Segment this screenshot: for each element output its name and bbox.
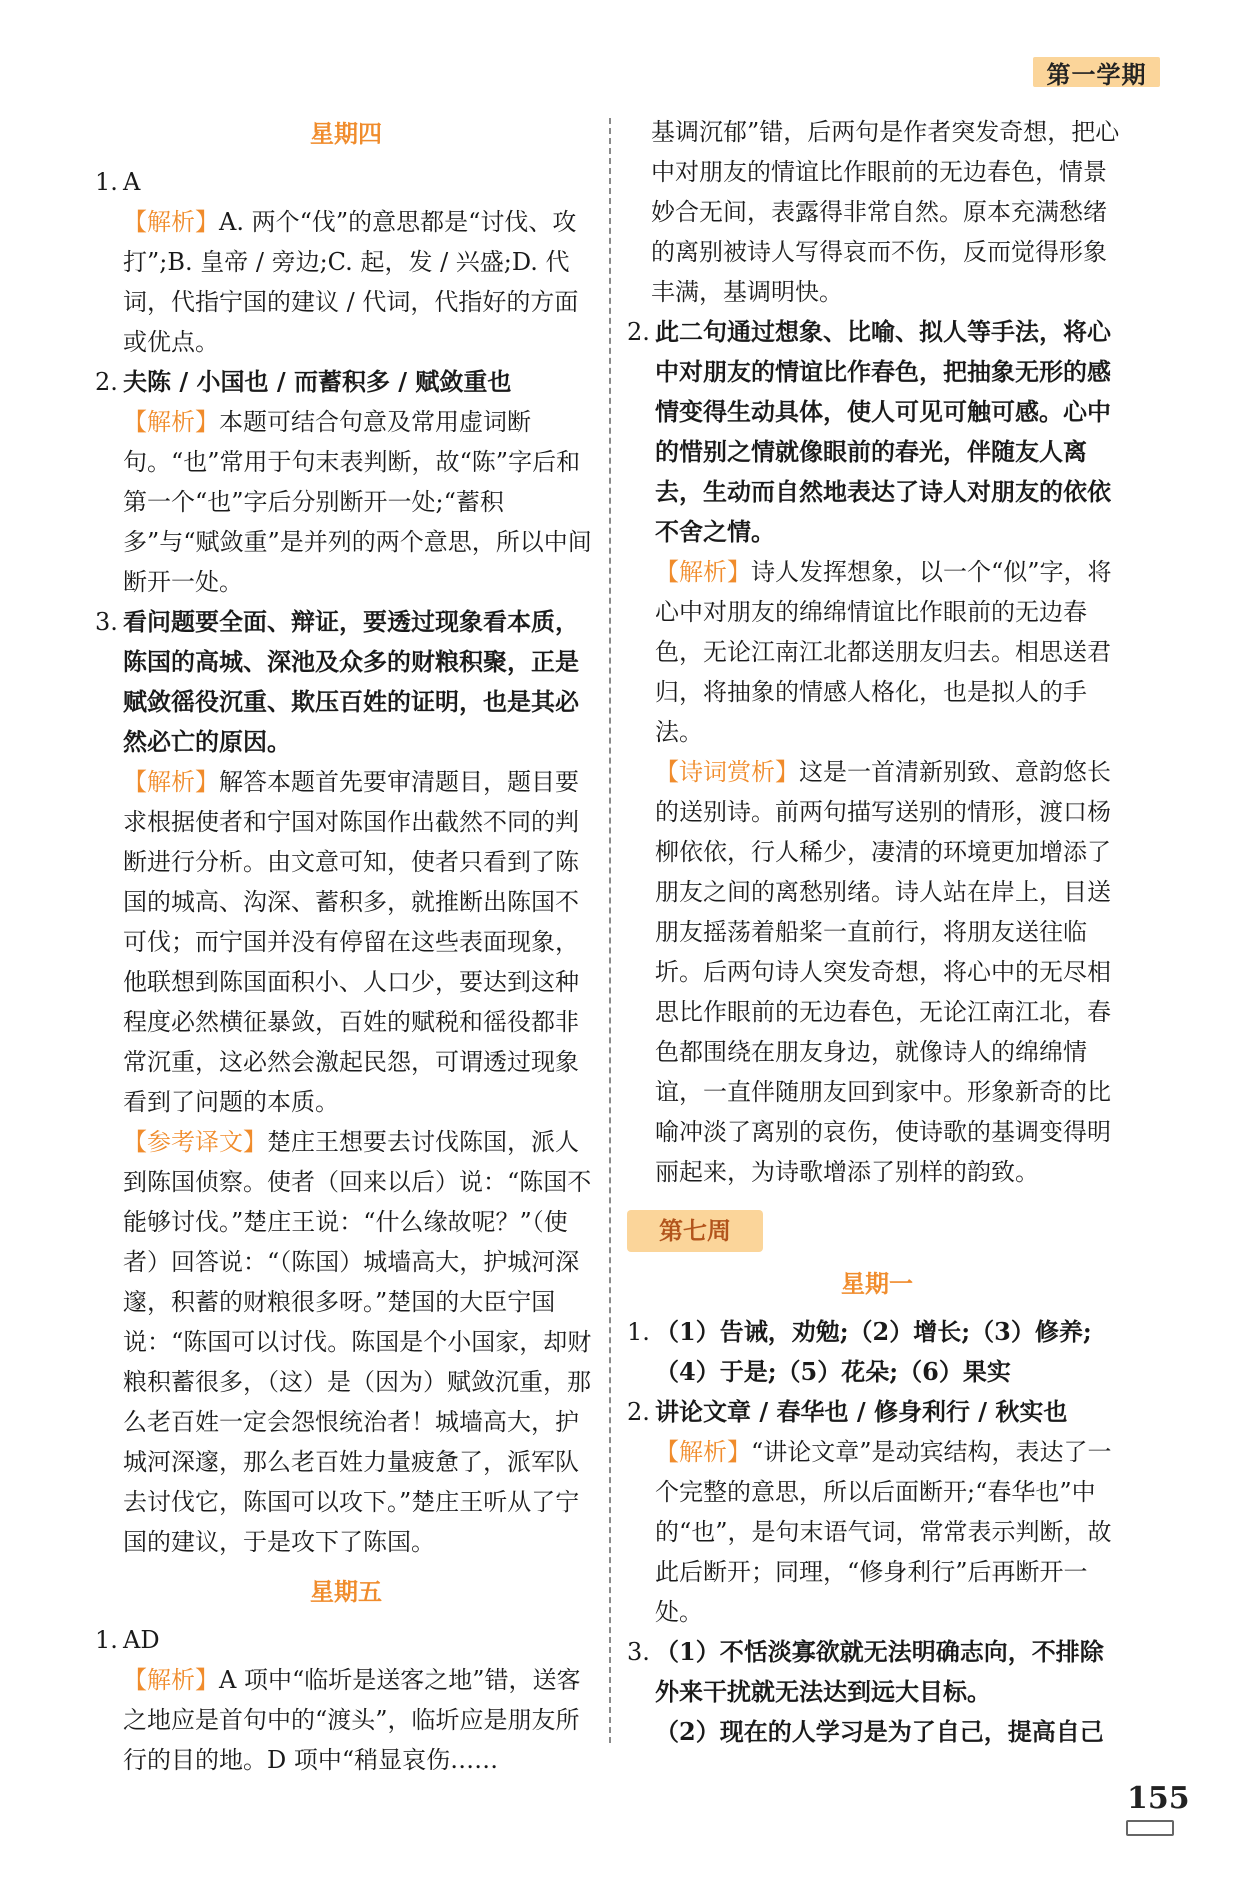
translation-tag: 【参考译文】 xyxy=(123,1128,267,1156)
analysis-tag: 【解析】 xyxy=(123,408,219,436)
poem-appreciation: 【诗词赏析】这是一首清新别致、意韵悠长的送别诗。前两句描写送别的情形，渡口杨柳依依，行人稀少，凄清的环境更加增添了朋友之间的离愁别绪。诗人站在岸上，目送朋友摇荡着船桨一直前行，将朋友送往临圻。后两句诗人突发奇想，将心中的无尽相思比作眼前的无边春色，无论江南江北，春色都围绕在朋友身边，就像诗人的绵绵情谊，一直伴随朋友回到家中。形象新奇的比喻冲淡了离别的哀伤，使诗歌的基调变得明丽起来，为诗歌增添了别样的韵致。 xyxy=(655,758,1111,1186)
monday-q2: 2. 讲论文章 / 春华也 / 修身利行 / 秋实也 xyxy=(627,1397,1068,1426)
poem-appreciation-tag: 【诗词赏析】 xyxy=(655,758,799,786)
thursday-translation: 【参考译文】楚庄王想要去讨伐陈国，派人到陈国侦察。使者（回来以后）说：“陈国不能够讨伐。”楚庄王说：“什么缘故呢？”（使者）回答说：“（陈国）城墙高大，护城河深邃，积蓄的财粮很多呀。”楚国的大臣宁国说：“陈国可以讨伐。陈国是个小国家，却财粮积蓄很多，（这）是（因为）赋敛沉重，那么老百姓一定会怨恨统治者！城墙高大，护城河深邃，那么老百姓力量疲惫了，派军队去讨伐它，陈国可以攻下。”楚庄王听从了宁国的建议，于是攻下了陈国。 xyxy=(123,1128,592,1556)
thursday-q3-analysis: 【解析】解答本题首先要审清题目，题目要求根据使者和宁国对陈国作出截然不同的判断进行分析。由文意可知，使者只看到了陈国的城高、沟深、蓄积多，就推断出陈国不可伐；而宁国并没有停留在这些表面现象，他联想到陈国面积小、人口少，要达到这种程度必然横征暴敛，百姓的赋税和徭役都非常沉重，这必然会激起民怨，可谓透过现象看到了问题的本质。 xyxy=(123,768,579,1116)
friday-q2: 2. 此二句通过想象、比喻、拟人等手法，将心中对朋友的情谊比作春色，把抽象无形的感情变得生动具体，使人可见可触可感。心中的惜别之情就像眼前的春光，伴随友人离去，生动而自然地表达了诗人对朋友的依依不舍之情。 xyxy=(627,317,1111,546)
right-column xyxy=(627,112,1127,1752)
monday-q1: 1. （1）告诫，劝勉;（2）增长;（3）修养;（4）于是;（5）花朵;（6）果实 xyxy=(627,1317,1092,1386)
analysis-tag: 【解析】 xyxy=(123,208,219,236)
friday-q1-analysis-continued: 基调沉郁”错，后两句是作者突发奇想，把心中对朋友的情谊比作眼前的无边春色，情景妙合无间，表露得非常自然。原本充满愁绪的离别被诗人写得哀而不伤，反而觉得形象丰满，基调明快。 xyxy=(651,118,1120,306)
analysis-tag: 【解析】 xyxy=(123,768,219,796)
monday-q3: 3. （1）不恬淡寡欲就无法明确志向，不排除外来干扰就无法达到远大目标。 xyxy=(627,1637,1104,1706)
analysis-tag: 【解析】 xyxy=(123,1666,219,1694)
thursday-q2: 2. 夫陈 / 小国也 / 而蓄积多 / 赋敛重也 xyxy=(95,367,512,396)
analysis-tag: 【解析】 xyxy=(655,1438,751,1466)
friday-q1-analysis: 【解析】A 项中“临圻是送客之地”错，送客之地应是首句中的“渡头”，临圻应是朋友所行的目的地。D 项中“稍显哀伤…… xyxy=(123,1666,581,1774)
left-column xyxy=(95,112,597,1780)
page-number-ornament xyxy=(1126,1820,1174,1836)
thursday-q2-analysis: 【解析】本题可结合句意及常用虚词断句。“也”常用于句末表判断，故“陈”字后和第一个“也”字后分别断开一处;“蓄积多”与“赋敛重”是并列的两个意思，所以中间断开一处。 xyxy=(123,408,592,596)
page-number: 155 xyxy=(1127,1781,1190,1816)
thursday-q3: 3. 看问题要全面、辩证，要透过现象看本质，陈国的高城、深池及众多的财粮积聚，正是赋敛徭役沉重、欺压百姓的证明，也是其必然必亡的原因。 xyxy=(95,607,579,756)
monday-q3-answer-2: （2）现在的人学习是为了自己，提高自己 xyxy=(655,1717,1104,1746)
day-title-friday: 星期五 xyxy=(310,1578,382,1606)
monday-q2-analysis: 【解析】“讲论文章”是动宾结构，表达了一个完整的意思，所以后面断开;“春华也”中的“也”，是句末语气词，常常表示判断，故此后断开；同理，“修身利行”后再断开一处。 xyxy=(655,1438,1112,1626)
semester-tag: 第一学期 xyxy=(1033,57,1160,87)
thursday-q1-analysis: 【解析】A. 两个“伐”的意思都是“讨伐、攻打”;B. 皇帝 / 旁边;C. 起，发 / 兴盛;D. 代词，代指宁国的建议 / 代词，代指好的方面或优点。 xyxy=(123,208,579,356)
week-title: 第七周 xyxy=(627,1210,763,1252)
day-title-monday: 星期一 xyxy=(841,1270,913,1298)
friday-q1: 1. AD xyxy=(95,1626,160,1654)
thursday-q1: 1. A xyxy=(95,168,141,196)
friday-q2-analysis: 【解析】诗人发挥想象，以一个“似”字，将心中对朋友的绵绵情谊比作眼前的无边春色，无论江南江北都送朋友归去。相思送君归，将抽象的情感人格化，也是拟人的手法。 xyxy=(655,558,1112,746)
analysis-tag: 【解析】 xyxy=(655,558,751,586)
day-title-thursday: 星期四 xyxy=(310,120,382,148)
column-divider xyxy=(609,118,611,1743)
